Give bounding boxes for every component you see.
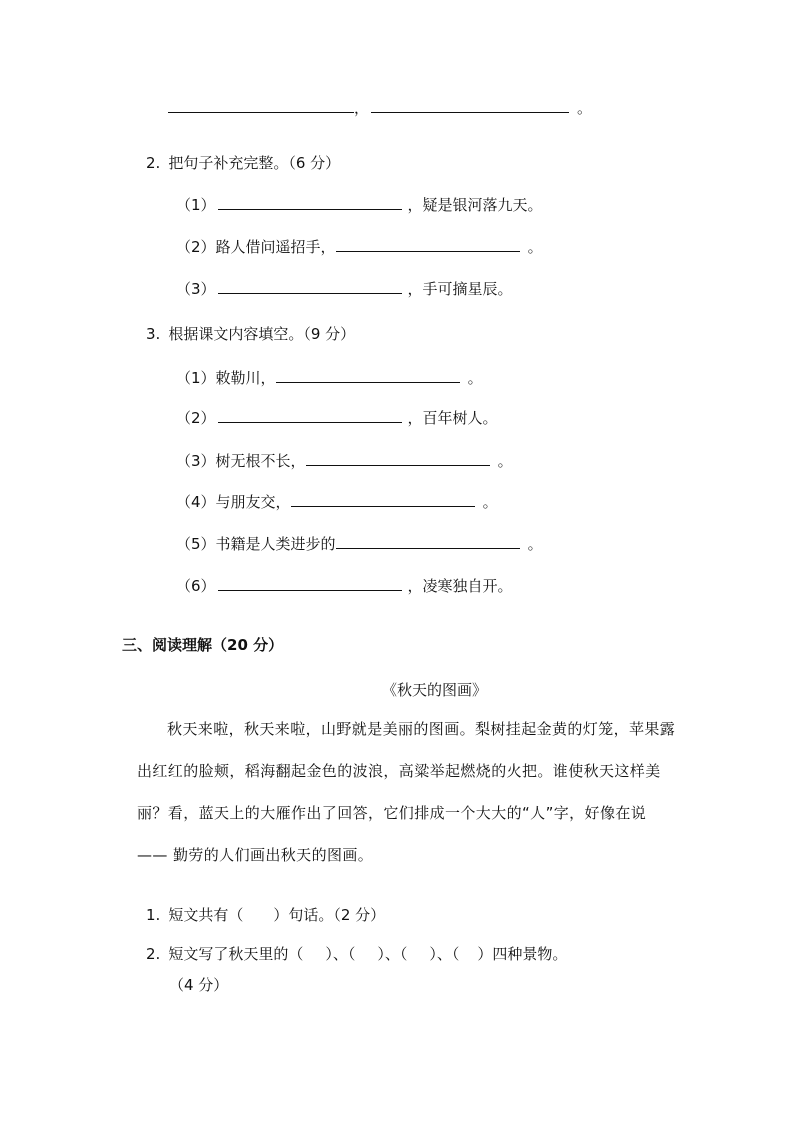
question-number: 2. bbox=[146, 154, 161, 172]
question-number: 2. bbox=[146, 945, 161, 963]
item-text-after: ，百年树人。 bbox=[407, 409, 498, 427]
question-text: 把句子补充完整。（6 分） bbox=[168, 154, 341, 172]
question-number: 3. bbox=[146, 325, 161, 343]
reading-question-1 bbox=[146, 905, 385, 925]
question-text-part: 短文写了秋天里的（ bbox=[168, 945, 304, 963]
item-text-after: 。 bbox=[527, 535, 543, 553]
item-number: （5） bbox=[176, 535, 216, 553]
item-number: （3） bbox=[176, 452, 216, 470]
section-heading: 三、阅读理解（20 分） bbox=[122, 636, 284, 654]
answer-blank[interactable] bbox=[168, 98, 354, 113]
q3-item-3 bbox=[176, 451, 513, 471]
q2-item-1 bbox=[176, 195, 543, 215]
item-number: （1） bbox=[176, 196, 216, 214]
question-text-part: ）、（ bbox=[429, 945, 460, 963]
q3-item-6 bbox=[176, 576, 513, 596]
question-text-part: ）、（ bbox=[325, 945, 356, 963]
question-number: 1. bbox=[146, 906, 161, 924]
item-text-after: ，疑是银河落九天。 bbox=[407, 196, 543, 214]
item-number: （4） bbox=[176, 493, 216, 511]
passage-title: 《秋天的图画》 bbox=[382, 681, 488, 699]
question-3 bbox=[146, 324, 355, 344]
item-number: （3） bbox=[176, 280, 216, 298]
q3-item-1 bbox=[176, 368, 483, 388]
answer-blank[interactable] bbox=[291, 492, 475, 507]
q2-item-2 bbox=[176, 237, 543, 257]
item-text-before: 书籍是人类进步的 bbox=[215, 535, 336, 553]
item-text-before: 与朋友交， bbox=[215, 493, 291, 511]
comma: ， bbox=[354, 99, 370, 117]
answer-blank[interactable] bbox=[218, 576, 402, 591]
answer-blank[interactable] bbox=[218, 279, 402, 294]
question-text-part: ）四种景物。 bbox=[477, 945, 568, 963]
answer-blank[interactable] bbox=[218, 408, 402, 423]
question-2 bbox=[146, 153, 340, 173]
item-text-before: 敕勒川， bbox=[215, 369, 276, 387]
item-text-after: ，手可摘星辰。 bbox=[407, 280, 513, 298]
item-text-after: 。 bbox=[527, 238, 543, 256]
item-number: （6） bbox=[176, 577, 216, 595]
item-number: （2） bbox=[176, 409, 216, 427]
answer-blank[interactable] bbox=[371, 98, 569, 113]
answer-blank[interactable] bbox=[336, 534, 520, 549]
item-text-before: 路人借问遥招手， bbox=[215, 238, 336, 256]
item-number: （2） bbox=[176, 238, 216, 256]
question-text-part: 短文共有（ bbox=[168, 906, 244, 924]
item-number: （1） bbox=[176, 369, 216, 387]
item-text-after: 。 bbox=[482, 493, 498, 511]
period: 。 bbox=[577, 99, 593, 117]
top-fill-line bbox=[168, 98, 592, 118]
answer-blank[interactable] bbox=[306, 451, 490, 466]
question-text: 根据课文内容填空。（9 分） bbox=[168, 325, 356, 343]
q3-item-4 bbox=[176, 492, 498, 512]
item-text-after: 。 bbox=[497, 452, 513, 470]
passage-body: 秋天来啦，秋天来啦，山野就是美丽的图画。梨树挂起金黄的灯笼，苹果露出红红的脸颊，稻海翻起金色的波浪，高粱举起燃烧的火把。谁使秋天这样美丽？看，蓝天上的大雁作出了回答，它们排成一个大大的“人”字，好像在说 —— 勤劳的人们画出秋天的图画。 bbox=[137, 720, 676, 864]
item-text-before: 树无根不长， bbox=[215, 452, 306, 470]
item-text-after: ，凌寒独自开。 bbox=[407, 577, 513, 595]
question-text-part: ）、（ bbox=[377, 945, 408, 963]
q2-item-3 bbox=[176, 279, 513, 299]
item-text-after: 。 bbox=[467, 369, 483, 387]
reading-question-2 bbox=[146, 944, 567, 964]
answer-blank[interactable] bbox=[336, 237, 520, 252]
reading-question-2-score: （4 分） bbox=[169, 976, 229, 994]
q3-item-2 bbox=[176, 408, 498, 428]
answer-blank[interactable] bbox=[218, 195, 402, 210]
answer-blank[interactable] bbox=[276, 368, 460, 383]
q3-item-5 bbox=[176, 534, 543, 554]
question-text-part: ）句话。（2 分） bbox=[273, 906, 386, 924]
